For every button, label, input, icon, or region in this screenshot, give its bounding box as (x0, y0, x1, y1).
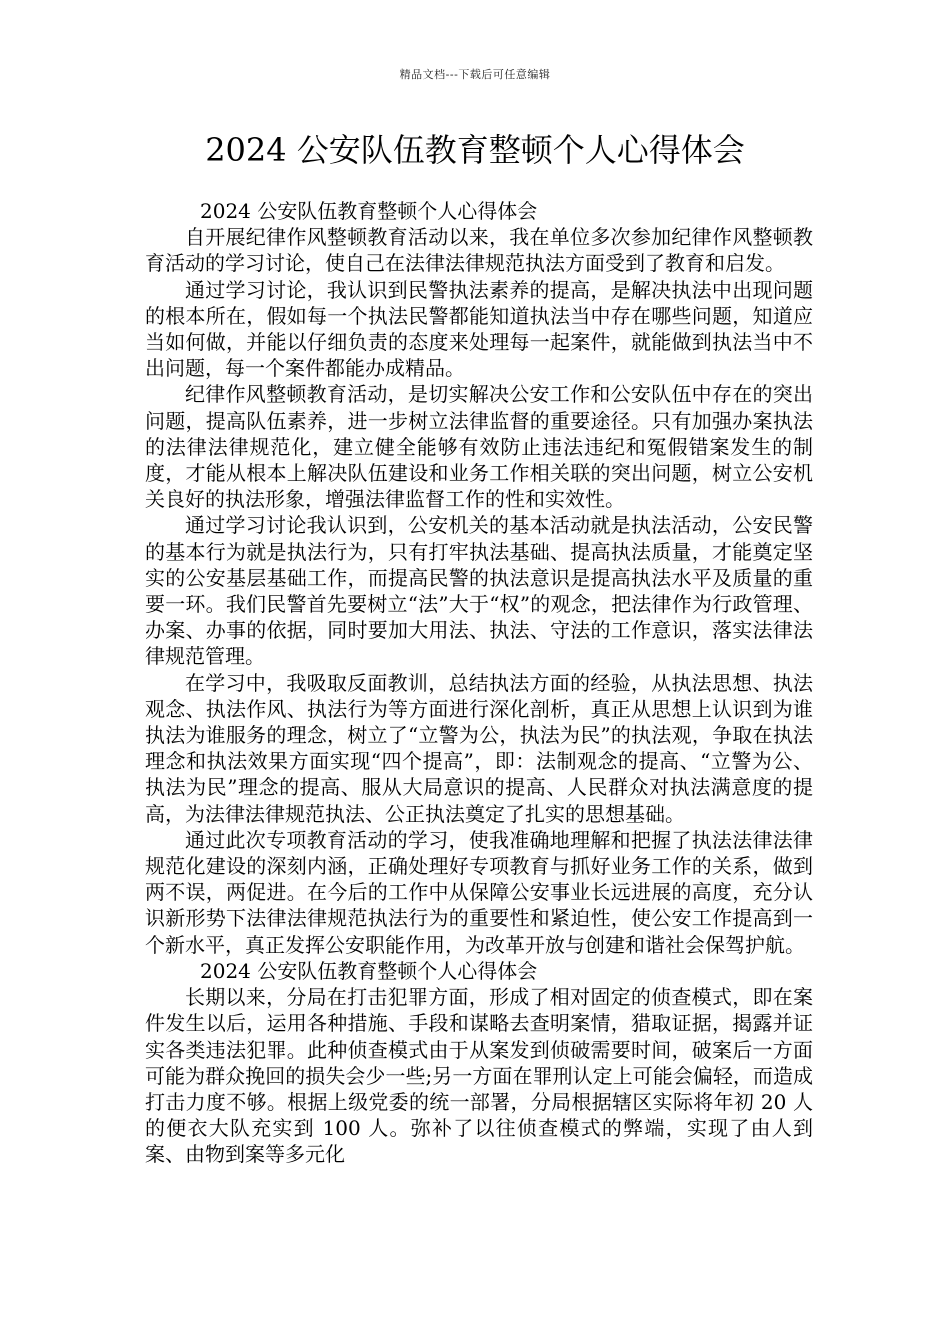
section-heading: 2024 公安队伍教育整顿个人心得体会 (200, 958, 538, 983)
section-heading: 2024 公安队伍教育整顿个人心得体会 (200, 199, 538, 223)
body-paragraph: 通过学习讨论我认识到，公安机关的基本活动就是执法活动，公安民警的基本行为就是执法行为，只有打牢执法基础、提高执法质量，才能奠定坚实的公安基层基础工作，而提高民警的执法意识是提高执法水平及质量的重要一环。我们民警首先要树立“法”大于“权”的观念，把法律作为行政管理、办案、办事的依据，同时要加大用法、执法、守法的工作意识，落实法律法律规范管理。 (145, 513, 813, 669)
body-paragraph: 在学习中，我吸取反面教训，总结执法方面的经验，从执法思想、执法观念、执法作风、执法行为等方面进行深化剖析，真正从思想上认识到为谁执法为谁服务的理念，树立了“立警为公，执法为民”的执法观，争取在执法理念和执法效果方面实现“四个提高”，即：法制观念的提高、“立警为公、执法为民”理念的提高、服从大局意识的提高、人民群众对执法满意度的提高，为法律法律规范执法、公正执法奠定了扎实的思想基础。 (145, 670, 813, 826)
body-paragraph: 通过此次专项教育活动的学习，使我准确地理解和把握了执法法律法律规范化建设的深刻内涵，正确处理好专项教育与抓好业务工作的关系，做到两不误，两促进。在今后的工作中从保障公安事业长远进展的高度，充分认识新形势下法律法律规范执法行为的重要性和紧迫性，使公安工作提高到一个新水平，真正发挥公安职能作用，为改革开放与创建和谐社会保驾护航。 (145, 827, 813, 957)
header-note: 精品文档---下载后可任意编辑 (399, 68, 551, 81)
body-paragraph: 纪律作风整顿教育活动，是切实解决公安工作和公安队伍中存在的突出问题，提高队伍素养，进一步树立法律监督的重要途径。只有加强办案执法的法律法律规范化，建立健全能够有效防止违法违纪和冤假错案发生的制度，才能从根本上解决队伍建设和业务工作相关联的突出问题，树立公安机关良好的执法形象，增强法律监督工作的性和实效性。 (145, 382, 813, 512)
body-paragraph: 自开展纪律作风整顿教育活动以来，我在单位多次参加纪律作风整顿教育活动的学习讨论，使自己在法律法律规范执法方面受到了教育和启发。 (145, 225, 813, 276)
body-paragraph: 长期以来，分局在打击犯罪方面，形成了相对固定的侦查模式，即在案件发生以后，运用各种措施、手段和谋略去查明案情，猎取证据，揭露并证实各类违法犯罪。此种侦查模式由于从案发到侦破需要时间，破案后一方面可能为群众挽回的损失会少一些;另一方面在罪刑认定上可能会偏轻，而造成打击力度不够。根据上级党委的统一部署，分局根据辖区实际将年初 20 人的便衣大队充实到 100 人。弥补了以往侦查模式的弊端，实现了由人到案、由物到案等多元化 (145, 985, 813, 1167)
document-body (145, 198, 813, 1168)
page-title: 2024 公安队伍教育整顿个人心得体会 (205, 131, 745, 169)
body-paragraph: 通过学习讨论，我认识到民警执法素养的提高，是解决执法中出现问题的根本所在，假如每一个执法民警都能知道执法当中存在哪些问题，知道应当如何做，并能以仔细负责的态度来处理每一起案件，就能做到执法当中不出问题，每一个案件都能办成精品。 (145, 277, 813, 381)
